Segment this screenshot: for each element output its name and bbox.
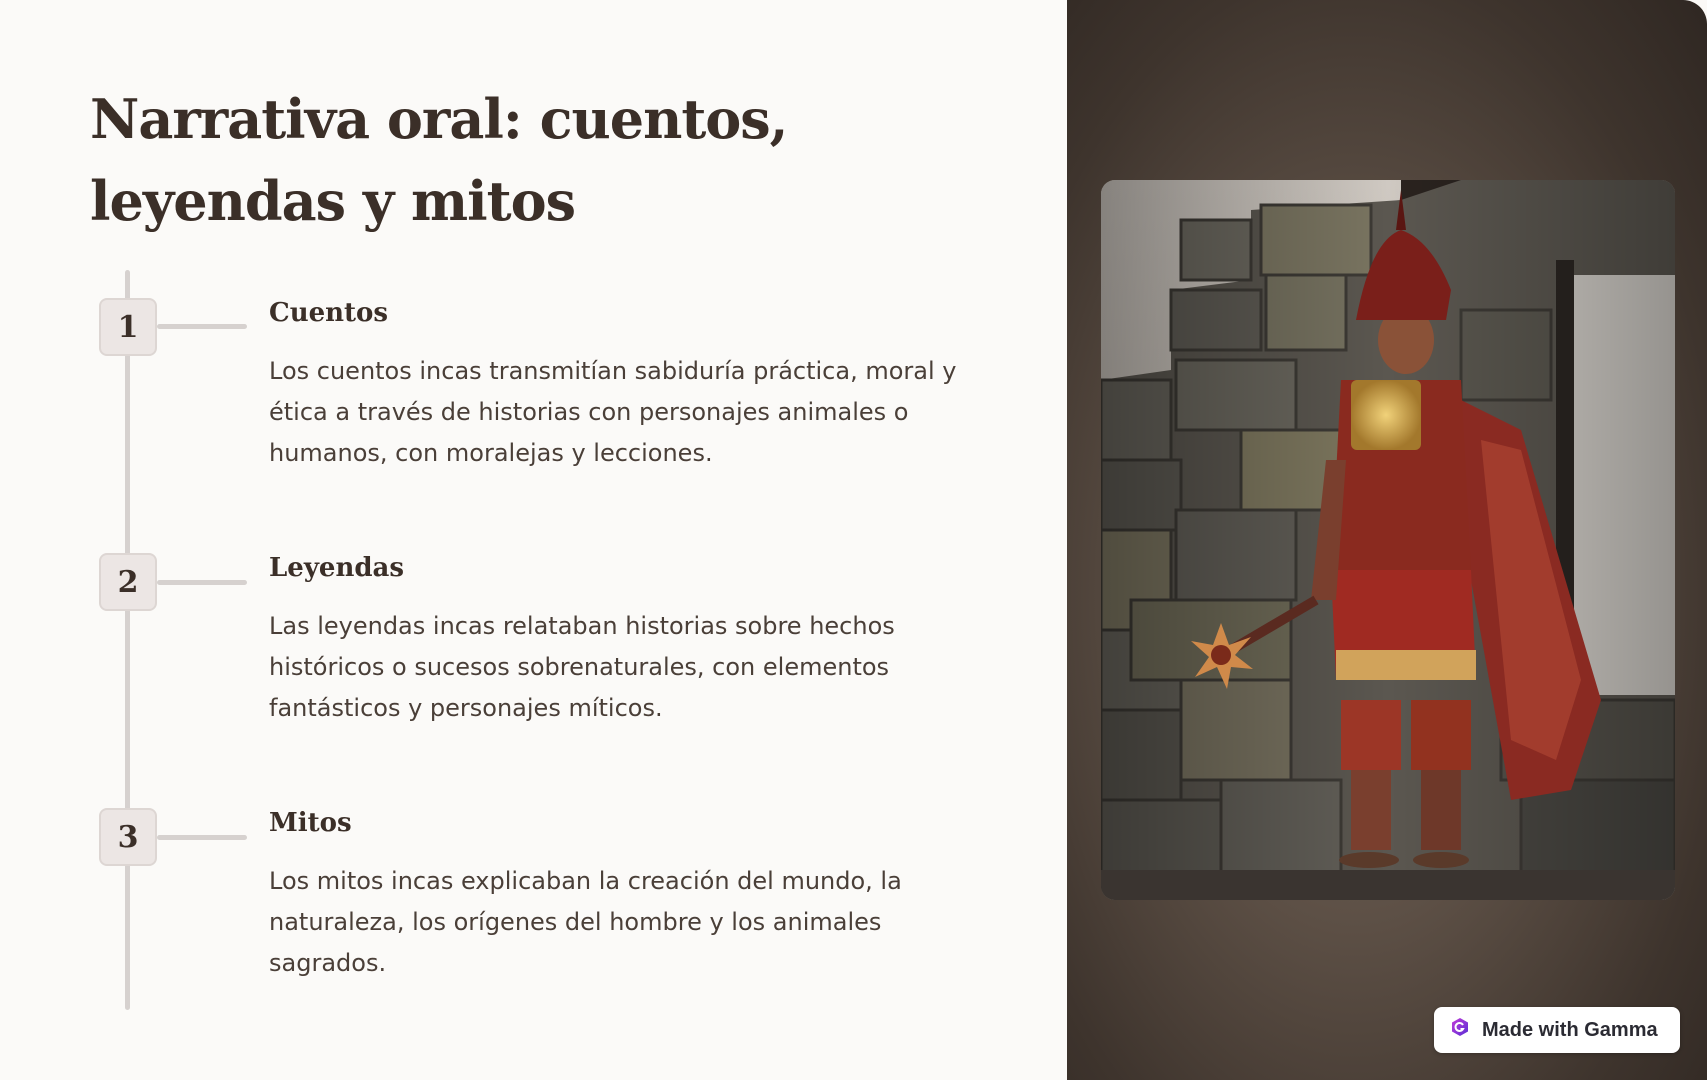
step-connector [157,324,247,329]
step-number-badge: 1 [99,298,157,356]
step-title: Leyendas [269,553,405,583]
step-number-badge: 2 [99,553,157,611]
step-description: Las leyendas incas relataban historias sobre hechos históricos o sucesos sobrenaturales, con elementos fantásticos y personajes míticos. [269,612,895,722]
step-connector [157,580,247,585]
image-panel [1067,0,1707,1080]
inca-warrior-image [1101,180,1675,900]
made-with-gamma-badge[interactable] [1434,1007,1680,1053]
step-description: Los cuentos incas transmitían sabiduría práctica, moral y ética a través de historias con personajes animales o humanos, con moralejas y lecciones. [269,357,957,467]
gamma-logo-icon [1450,1017,1470,1043]
step-number-badge: 3 [99,808,157,866]
slide-title: Narrativa oral: cuentos, leyendas y mitos [90,87,788,233]
step-description: Los mitos incas explicaban la creación del mundo, la naturaleza, los orígenes del hombre y los animales sagrados. [269,867,902,977]
timeline-line [125,270,130,1010]
step-title: Mitos [269,808,352,838]
badge-label: Made with Gamma [1482,1018,1658,1041]
step-connector [157,835,247,840]
step-title: Cuentos [269,298,389,328]
